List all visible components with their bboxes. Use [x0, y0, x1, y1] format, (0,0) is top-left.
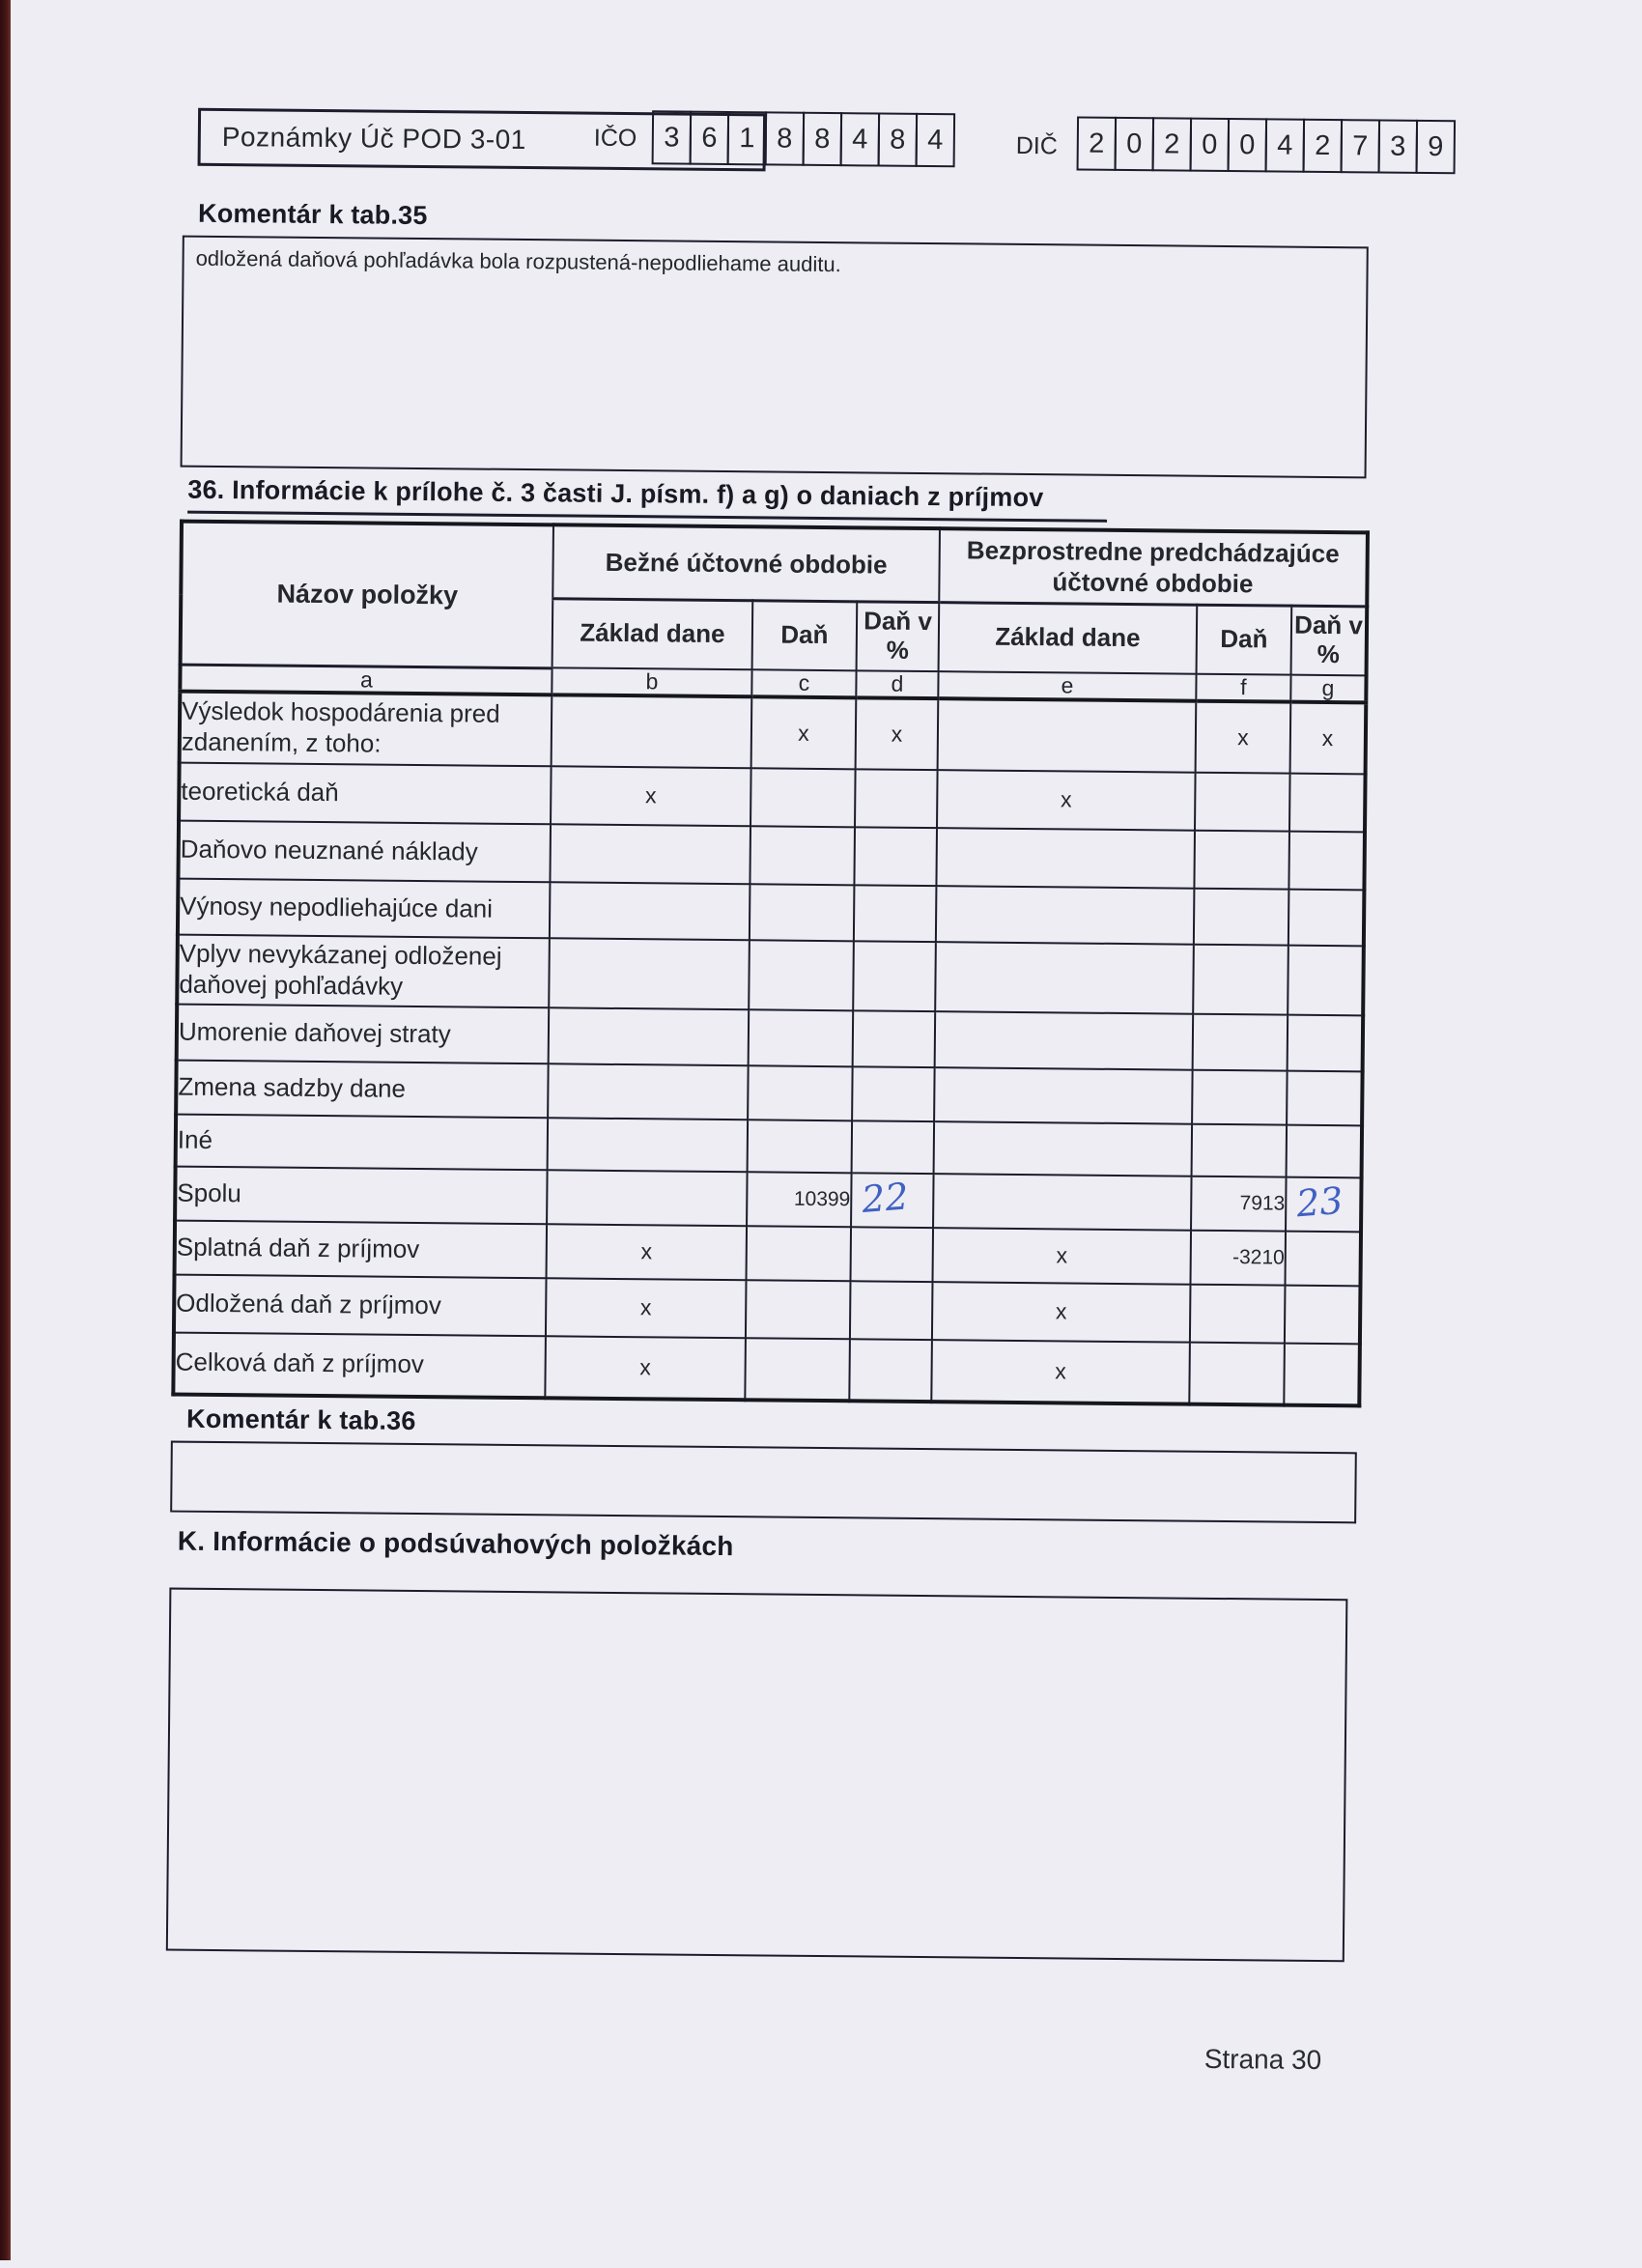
comment35-box	[181, 236, 1369, 479]
cell-f: -3210	[1190, 1230, 1286, 1285]
podsuvahove-box	[166, 1588, 1348, 1963]
dic-digit: 9	[1416, 120, 1457, 174]
letter-a: a	[180, 665, 552, 695]
cell-g	[1288, 945, 1364, 1015]
cell-e: x	[937, 770, 1196, 831]
cell-f	[1195, 772, 1290, 831]
comment36-box	[170, 1441, 1357, 1524]
ico-digit: 4	[840, 112, 881, 166]
cell-f: 7913	[1191, 1176, 1287, 1231]
handwritten-value: 22	[860, 1174, 911, 1221]
letter-e: e	[938, 671, 1196, 700]
dic-label: DIČ	[1015, 131, 1058, 160]
form-code-text: Poznámky Úč POD 3-01	[221, 122, 526, 156]
cell-d	[851, 1173, 934, 1228]
row-label: Vplyv nevykázanej odloženej daňovej pohľadávky	[177, 934, 550, 1007]
cell-b: x	[551, 766, 751, 826]
cell-g	[1287, 1124, 1363, 1177]
ico-digit: 8	[878, 113, 919, 167]
row-label: Výnosy nepodliehajúce dani	[178, 878, 551, 938]
cell-g	[1287, 1070, 1363, 1125]
cell-c	[745, 1338, 850, 1401]
cell-c: 10399	[747, 1172, 852, 1227]
dic-digit: 0	[1228, 118, 1268, 172]
dan-header-current: Daň	[752, 600, 858, 670]
cell-b: x	[547, 1224, 748, 1280]
ico-digit: 4	[916, 113, 956, 167]
cell-d	[850, 1281, 933, 1340]
letter-c: c	[751, 669, 856, 697]
cell-d	[849, 1339, 932, 1402]
letter-b: b	[552, 667, 751, 695]
ico-digit: 6	[690, 111, 730, 165]
cell-f	[1192, 1069, 1288, 1124]
cell-g	[1285, 1285, 1361, 1344]
row-label: Odložená daň z príjmov	[174, 1274, 547, 1336]
cell-c	[750, 768, 856, 827]
sectionK-heading: K. Informácie o podsúvahových položkách	[177, 1525, 734, 1562]
cell-g	[1284, 1343, 1360, 1405]
dic-digit: 4	[1265, 118, 1306, 172]
cell-f	[1190, 1284, 1286, 1343]
cell-f	[1192, 1123, 1288, 1177]
cell-c	[748, 1065, 853, 1120]
cell-d	[852, 1066, 935, 1121]
row-label: Umorenie daňovej straty	[177, 1004, 550, 1063]
comment35-heading: Komentár k tab.35	[197, 198, 428, 231]
cell-g	[1288, 889, 1365, 946]
cell-b	[552, 695, 752, 768]
row-label: Celková daň z príjmov	[173, 1332, 546, 1398]
cell-c	[749, 1009, 854, 1066]
cell-e: x	[933, 1228, 1192, 1285]
scanner-edge	[0, 0, 11, 2260]
cell-e: x	[931, 1340, 1190, 1404]
ico-digit: 1	[727, 111, 768, 165]
row-label: Zmena sadzby dane	[176, 1060, 549, 1118]
cell-f: x	[1196, 700, 1291, 773]
ico-digit-boxes	[652, 110, 956, 167]
cell-e	[936, 886, 1195, 945]
cell-g	[1286, 1177, 1362, 1232]
cell-g	[1288, 831, 1365, 890]
cell-g: x	[1290, 701, 1367, 774]
letter-g: g	[1290, 675, 1366, 702]
comment35-text: odložená daňová pohľadávka bola rozpustená-nepodliehame auditu.	[195, 245, 841, 277]
cell-d	[853, 941, 936, 1011]
cell-c	[747, 1226, 852, 1281]
table-row	[177, 934, 1364, 1015]
cell-e	[935, 1011, 1194, 1070]
cell-b: x	[546, 1278, 747, 1338]
cell-c	[746, 1280, 851, 1339]
cell-b	[550, 824, 750, 884]
ico-digit: 3	[652, 110, 693, 164]
tax-table	[171, 520, 1370, 1407]
ico-label: IČO	[593, 124, 637, 153]
letter-f: f	[1196, 674, 1290, 701]
cell-d	[855, 769, 938, 828]
row-label: Spolu	[175, 1166, 548, 1224]
letter-d: d	[856, 670, 938, 697]
cell-b	[548, 1118, 749, 1172]
page-number: Strana 30	[1203, 2043, 1322, 2076]
cell-e	[933, 1174, 1192, 1231]
cell-f	[1194, 830, 1289, 889]
cell-c	[750, 884, 855, 941]
cell-c	[750, 826, 855, 885]
dic-digit-boxes	[1077, 116, 1457, 174]
dan-v-percent-header-previous: Daň v %	[1291, 606, 1368, 676]
cell-d: x	[856, 697, 939, 770]
dic-digit: 2	[1077, 116, 1118, 170]
dan-v-percent-header-current: Daň v %	[857, 601, 940, 671]
dic-digit: 0	[1115, 117, 1155, 171]
cell-d	[852, 1120, 935, 1174]
cell-c: x	[751, 696, 857, 769]
zaklad-dane-header-previous: Základ dane	[939, 602, 1198, 674]
row-label: Výsledok hospodárenia pred zdanením, z toho:	[180, 691, 552, 766]
row-label: Iné	[176, 1114, 549, 1170]
table-row	[180, 691, 1367, 774]
cell-g	[1285, 1231, 1361, 1286]
cell-b	[549, 1007, 750, 1065]
cell-e	[938, 698, 1197, 773]
dic-digit: 2	[1303, 119, 1344, 173]
row-label: Splatná daň z príjmov	[175, 1220, 548, 1278]
ico-digit: 8	[803, 112, 843, 166]
cell-c	[748, 1120, 853, 1173]
cell-b	[549, 938, 750, 1009]
cell-c	[749, 940, 854, 1010]
row-label: teoretická daň	[179, 762, 552, 824]
bezne-obdobie-header: Bežné účtovné obdobie	[552, 524, 940, 602]
cell-e	[934, 1121, 1193, 1177]
cell-b	[547, 1170, 748, 1226]
cell-b	[548, 1063, 749, 1120]
cell-g	[1289, 773, 1366, 832]
cell-f	[1193, 944, 1288, 1014]
cell-e	[934, 1067, 1193, 1124]
cell-g	[1288, 1014, 1364, 1071]
zaklad-dane-header-current: Základ dane	[552, 598, 753, 669]
row-label: Daňovo neuznané náklady	[178, 820, 551, 882]
cell-f	[1189, 1342, 1285, 1404]
dic-digit: 7	[1341, 119, 1381, 173]
section36-heading: 36. Informácie k prílohe č. 3 časti J. písm. f) a g) o daniach z príjmov	[187, 475, 1107, 523]
cell-d	[853, 1010, 936, 1067]
cell-b: x	[545, 1336, 746, 1400]
cell-d	[854, 827, 937, 886]
nazov-polozky-header: Názov položky	[181, 522, 553, 668]
dan-header-previous: Daň	[1197, 605, 1292, 675]
cell-d	[851, 1227, 934, 1282]
cell-f	[1194, 888, 1289, 945]
dic-digit: 2	[1152, 117, 1193, 171]
ico-digit: 8	[765, 111, 806, 165]
cell-e	[935, 942, 1194, 1014]
predchadzajuce-obdobie-header: Bezprostredne predchádzajúce účtovné obdobie	[939, 528, 1368, 606]
cell-b	[550, 882, 750, 940]
cell-d	[854, 885, 937, 942]
cell-e: x	[932, 1282, 1191, 1343]
table-row	[173, 1332, 1360, 1405]
dic-digit: 3	[1378, 119, 1419, 173]
comment36-heading: Komentár k tab.36	[185, 1403, 416, 1435]
cell-e	[936, 828, 1195, 889]
dic-digit: 0	[1190, 118, 1231, 172]
cell-f	[1193, 1013, 1288, 1070]
handwritten-value: 23	[1294, 1178, 1345, 1225]
